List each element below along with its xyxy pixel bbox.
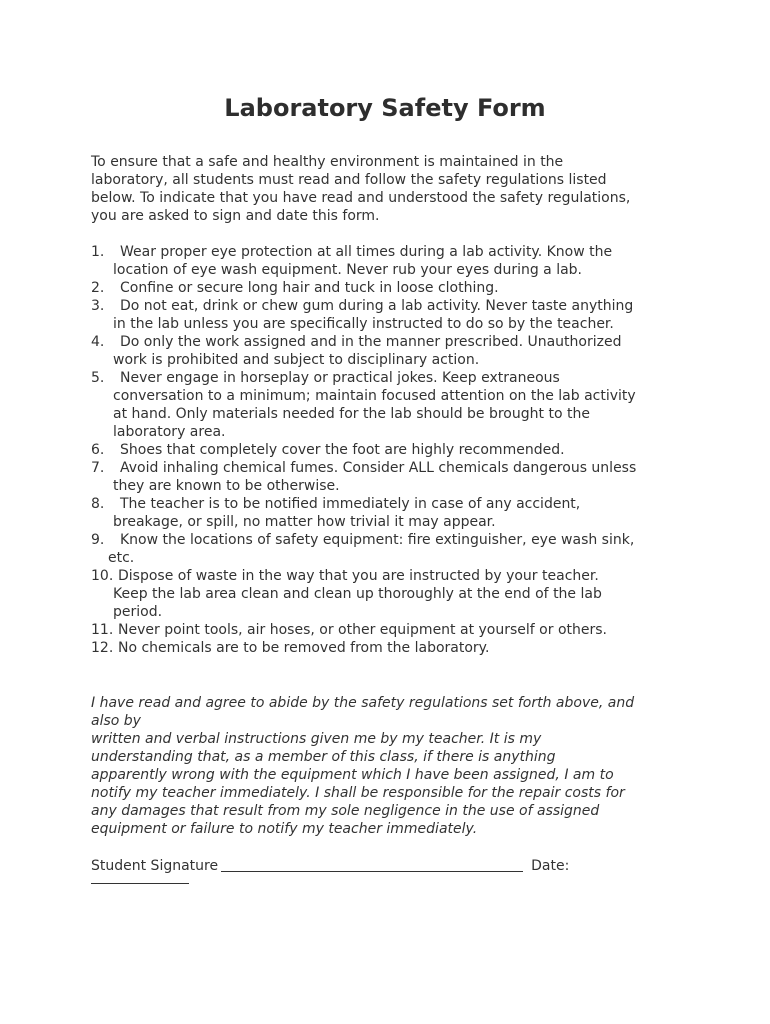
rule-text: at hand. Only materials needed for the lab should be brought to the	[113, 406, 590, 422]
rule-number: 6.	[91, 442, 105, 458]
agreement-line: notify my teacher immediately. I shall be responsible for the repair costs for	[91, 785, 625, 801]
rule-text: Avoid inhaling chemical fumes. Consider ALL chemicals dangerous unless	[120, 460, 637, 476]
rule-item	[91, 495, 691, 531]
rule-number: 8.	[91, 496, 105, 512]
rule-text: conversation to a minimum; maintain focused attention on the lab activity	[113, 388, 636, 404]
intro-line: you are asked to sign and date this form.	[91, 208, 380, 224]
agreement-line: written and verbal instructions given me by my teacher. It is my	[91, 731, 542, 747]
rule-text: Never engage in horseplay or practical jokes. Keep extraneous	[120, 370, 560, 386]
rule-text: Confine or secure long hair and tuck in loose clothing.	[120, 280, 499, 296]
rule-text: breakage, or spill, no matter how trivial it may appear.	[113, 514, 496, 530]
agreement-line: I have read and agree to abide by the safety regulations set forth above, and	[91, 695, 635, 711]
signature-label: Student Signature	[91, 858, 219, 874]
rule-text: work is prohibited and subject to disciplinary action.	[113, 352, 480, 368]
rule-item	[91, 297, 691, 333]
rule-item	[91, 243, 691, 279]
agreement-line: also by	[91, 713, 141, 729]
rule-number: 1.	[91, 244, 105, 260]
rule-number: 5.	[91, 370, 105, 386]
rule-text: No chemicals are to be removed from the laboratory.	[118, 640, 490, 656]
rule-text: Dispose of waste in the way that you are instructed by your teacher.	[118, 568, 599, 584]
agreement-line: equipment or failure to notify my teacher immediately.	[91, 821, 478, 837]
agreement-line: apparently wrong with the equipment which I have been assigned, I am to	[91, 767, 614, 783]
rule-number: 3.	[91, 298, 105, 314]
rule-text: Never point tools, air hoses, or other equipment at yourself or others.	[118, 622, 607, 638]
intro-line: below. To indicate that you have read and understood the safety regulations,	[91, 190, 631, 206]
rule-text: in the lab unless you are specifically instructed to do so by the teacher.	[113, 316, 614, 332]
rule-number: 11.	[91, 622, 114, 638]
rule-text: The teacher is to be notified immediately in case of any accident,	[120, 496, 581, 512]
intro-line: To ensure that a safe and healthy environment is maintained in the	[91, 154, 564, 170]
rule-text: Wear proper eye protection at all times during a lab activity. Know the	[120, 244, 613, 260]
rule-item	[91, 459, 691, 495]
rule-text: Keep the lab area clean and clean up thoroughly at the end of the lab	[113, 586, 602, 602]
rule-item	[91, 279, 691, 297]
agreement-line: any damages that result from my sole negligence in the use of assigned	[91, 803, 600, 819]
rule-text: location of eye wash equipment. Never rub your eyes during a lab.	[113, 262, 583, 278]
rule-item	[91, 639, 691, 657]
rule-item	[91, 333, 691, 369]
safety-rules-list	[91, 243, 691, 657]
rule-item	[91, 621, 691, 639]
rule-text: Know the locations of safety equipment: fire extinguisher, eye wash sink,	[120, 532, 635, 548]
rule-number: 9.	[91, 532, 105, 548]
rule-text: they are known to be otherwise.	[113, 478, 340, 494]
rule-text: Do not eat, drink or chew gum during a lab activity. Never taste anything	[120, 298, 634, 314]
rule-number: 7.	[91, 460, 105, 476]
rule-text: laboratory area.	[113, 424, 226, 440]
rule-item	[91, 531, 691, 567]
signature-field[interactable]	[221, 857, 523, 872]
date-field[interactable]	[91, 883, 189, 884]
intro-line: laboratory, all students must read and follow the safety regulations listed	[91, 172, 607, 188]
rule-item	[91, 369, 691, 441]
intro-paragraph	[91, 153, 691, 225]
rule-item	[91, 441, 691, 459]
agreement-paragraph	[91, 694, 691, 838]
rule-number: 12.	[91, 640, 114, 656]
rule-text: Shoes that completely cover the foot are highly recommended.	[120, 442, 565, 458]
signature-section	[91, 857, 691, 875]
date-label: Date:	[531, 858, 570, 874]
rule-text: Do only the work assigned and in the manner prescribed. Unauthorized	[120, 334, 622, 350]
page-title: Laboratory Safety Form	[224, 94, 546, 122]
rule-text: etc.	[108, 550, 135, 566]
rule-number: 4.	[91, 334, 105, 350]
rule-number: 10.	[91, 568, 114, 584]
rule-number: 2.	[91, 280, 105, 296]
rule-text: period.	[113, 604, 163, 620]
agreement-line: understanding that, as a member of this class, if there is anything	[91, 749, 556, 765]
rule-item	[91, 567, 691, 621]
